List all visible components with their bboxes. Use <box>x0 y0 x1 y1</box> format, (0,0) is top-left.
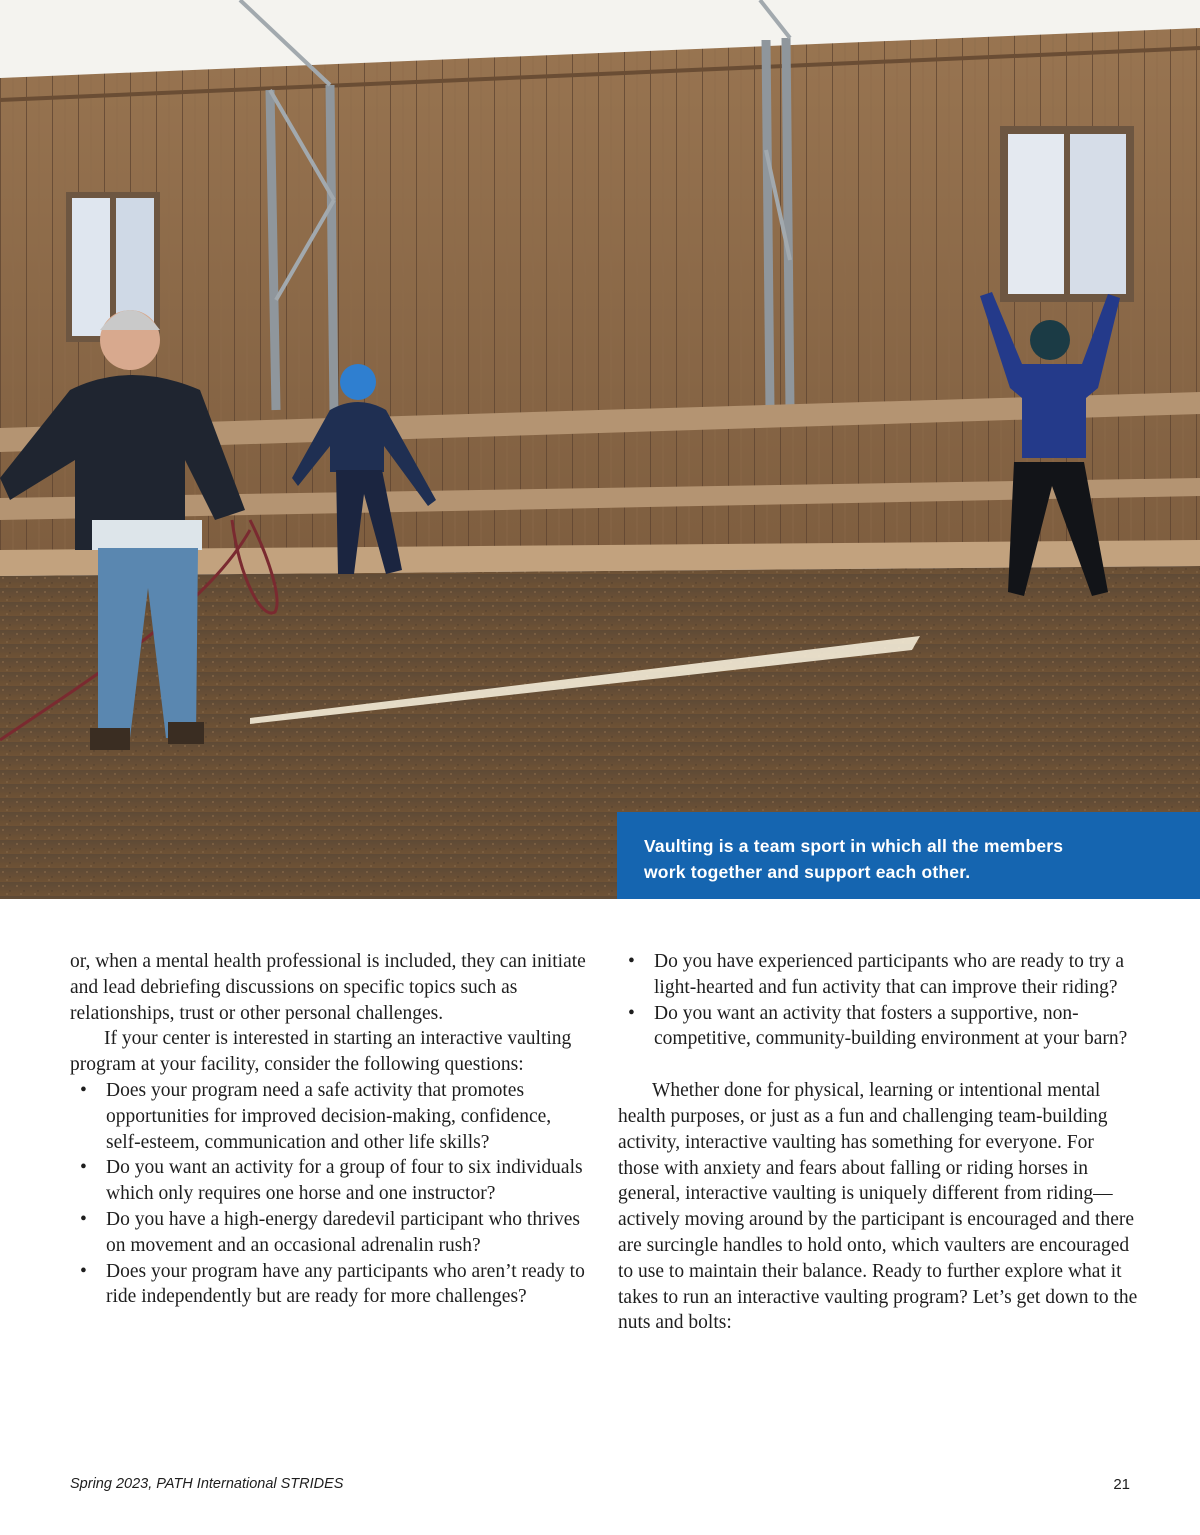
list-item <box>618 1001 1138 1053</box>
photo-caption <box>617 812 1200 899</box>
page-footer <box>70 1476 1130 1500</box>
list-item-text: Do you want an activity for a group of four to six individuals which only requires one horse and one instructor? <box>106 1157 583 1205</box>
bullet-icon: • <box>628 951 635 972</box>
bullet-icon: • <box>80 1157 87 1179</box>
bullet-icon: • <box>80 1079 87 1101</box>
bullet-icon: • <box>80 1260 87 1282</box>
list-item <box>70 1259 590 1311</box>
list-item-text: Do you want an activity that fosters a supportive, non-competitive, community-building environment at your barn? <box>654 1002 1128 1050</box>
list-item-text: Do you have experienced participants who are ready to try a light-hearted and fun activity that can improve their riding? <box>654 951 1124 998</box>
list-item-text: Does your program have any participants who aren’t ready to ride independently but are ready for more challenges? <box>106 1260 585 1308</box>
page-number: 21 <box>1113 1476 1130 1493</box>
list-item-text: Do you have a high-energy daredevil participant who thrives on movement and an occasional adrenalin rush? <box>106 1208 580 1256</box>
list-item <box>70 1155 590 1207</box>
caption-line: Vaulting is a team sport in which all the members <box>644 836 1064 856</box>
list-item <box>70 1078 590 1155</box>
bullet-icon: • <box>628 1002 635 1024</box>
list-item <box>70 1207 590 1259</box>
bullet-icon: • <box>80 1208 87 1230</box>
list-item-text: Does your program need a safe activity that promotes opportunities for improved decision-making, confidence, self-esteem, communication and other life skills? <box>106 1079 552 1153</box>
right-column <box>618 949 1138 1336</box>
questions-intro-paragraph: If your center is interested in starting an interactive vaulting program at your facility, consider the following questions: <box>70 1028 572 1076</box>
left-column <box>70 949 590 1310</box>
caption-line: work together and support each other. <box>644 862 971 882</box>
conclusion-paragraph: Whether done for physical, learning or intentional mental health purposes, or just as a fun and challenging team-building activity, interactive vaulting has something for everyone. For those with anxiety and fears about falling or riding horses in general, interactive vaulting is uniquely different from riding—actively moving around by the participant is encouraged and there are surcingle handles to hold onto, which vaulters are encouraged to use to maintain their balance. Ready to further explore what it takes to run an interactive vaulting program? Let’s get down to the nuts and bolts: <box>618 1080 1138 1334</box>
publication-credit: Spring 2023, PATH International STRIDES <box>70 1476 344 1492</box>
list-item <box>618 949 1138 1001</box>
questions-list-continued <box>618 949 1138 1052</box>
paragraph-spacer <box>618 1052 1138 1078</box>
intro-paragraph: or, when a mental health professional is included, they can initiate and lead debriefing discussions on specific topics such as relationships, trust or other personal challenges. <box>70 951 586 1024</box>
questions-list <box>70 1078 590 1310</box>
